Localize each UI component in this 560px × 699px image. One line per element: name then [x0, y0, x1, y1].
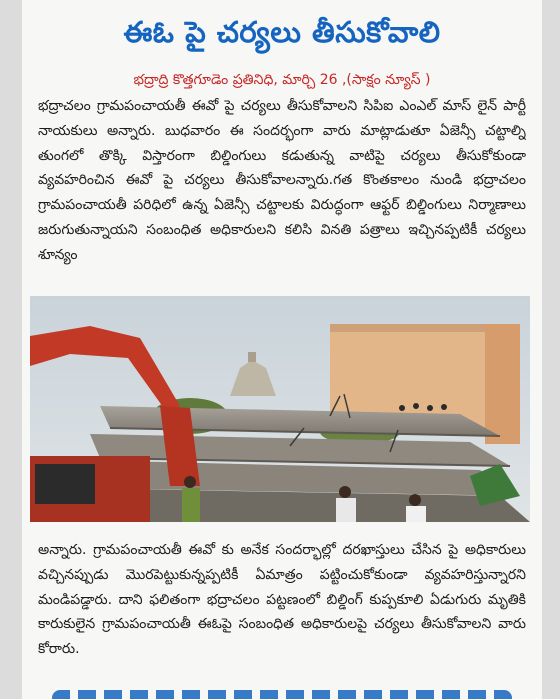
- article-paragraph-1: భద్రాచలం గ్రామపంచాయతీ ఈవో పై చర్యలు తీసుకోవాలని సిపిఐ ఎంఎల్ మాస్ లైన్ పార్టీ నాయకులు అన్నారు. బుధవారం ఈ సందర్భంగా వారు మాట్లాడుతూ ఏజెన్సీ చట్టాల్ని తుంగలో తొక్కి విస్తారంగా బిల్డింగులు కడుతున్న వాటిపై చర్యలు తీసుకోకుండా వ్యవహరించిన ఈవో పై చర్యలు తీసుకోవాలన్నారు.గత కొంతకాలం నుండి భద్రాచలం గ్రామపంచాయతీ పరిధిలో ఉన్న ఏజెన్సీ చట్టాలకు విరుద్ధంగా ఆఫ్టర్ బిల్డింగులు నిర్మాణాలు జరుగుతున్నాయని సంబంధిత అధికారులని కలిసి వినతి పత్రాలు ఇచ్చినప్పటికీ చర్యలు శూన్యం: [38, 98, 526, 263]
- article-dateline: భద్రాద్రి కొత్తగూడెం ప్రతినిధి, మార్చి 26 ,(సాక్షం న్యూస్ ): [133, 72, 431, 88]
- newspaper-clipping: [22, 0, 542, 699]
- next-headline-cutoff: [22, 686, 542, 699]
- photo-illustration: [30, 296, 530, 522]
- article-paragraph-2: అన్నారు. గ్రామపంచాయతీ ఈవో కు అనేక సందర్భాల్లో దరఖాస్తులు చేసిన పై అధికారులు వచ్చినప్పుడు మొరపెట్టుకున్నప్పటికీ ఏమాత్రం పట్టించుకోకుండా వ్యవహరిస్తున్నారని మండిపడ్డారు. దాని ఫలితంగా భద్రాచలం పట్టణంలో బిల్డింగ్ కుప్పకూలి ఏడుగురు మృతికి కారుకులైన గ్రామపంచాయతీ ఈఓపై సంబంధిత అధికారులపై చర్యలు తీసుకోవాలని వారు కోరారు.: [38, 542, 526, 658]
- page-margin-right: [542, 0, 560, 699]
- page-margin-left: [0, 0, 22, 699]
- crowd: [184, 476, 196, 488]
- collapsed-building-photo: [30, 296, 530, 522]
- article-headline: ఈఓ పై చర్యలు తీసుకోవాలి: [123, 15, 441, 49]
